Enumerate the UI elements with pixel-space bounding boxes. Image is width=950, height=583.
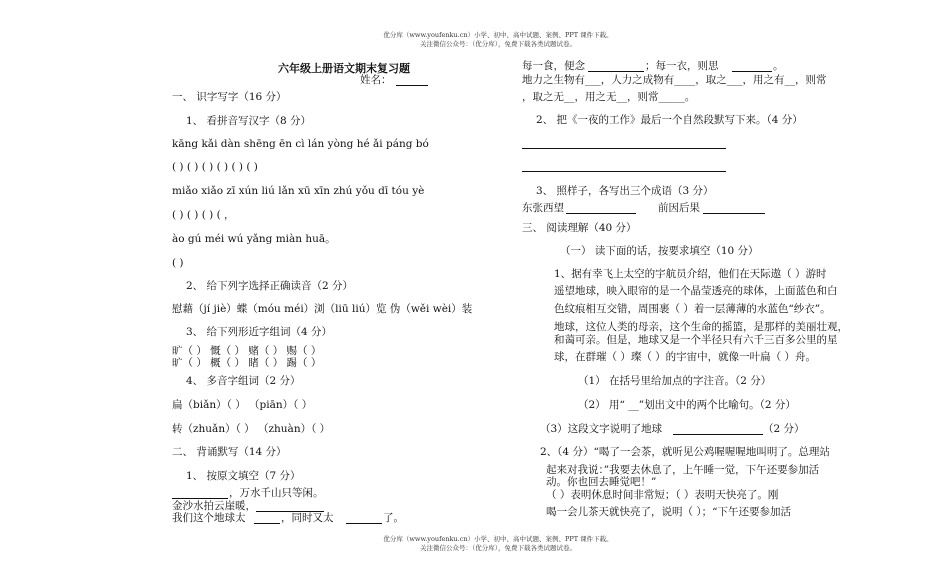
footer-line-1: 优分库（www.youfenku.cn）小学、初中、高中试题、案例、PPT 课件下载。 (383, 535, 613, 543)
section-1-heading: 一、 识字写字（16 分） (172, 91, 287, 103)
right-q2-heading: 2、 把《一夜的工作》最后一个自然段默写下来。（4 分） (536, 114, 803, 126)
poem-line-3: ，取之无__，用之无__，则常_____。 (522, 91, 696, 103)
passage-line-4: 地球，这位人类的母亲，这个生命的摇篮，是那样的美丽壮观， (554, 321, 848, 333)
q1-heading: 1、 看拼音写汉字（8 分） (186, 115, 312, 127)
q3-heading: 3、 给下列形近字组词（4 分） (186, 326, 333, 338)
blanks-row-3[interactable]: ( ) (172, 257, 184, 269)
sub-question-3-score: （2 分） (763, 423, 805, 435)
idiom-example-2: 前因后果 (658, 202, 700, 214)
passage-line-2: 遥望地球，映入眼帘的是一个晶莹透亮的球体，上面蓝色和白 (554, 285, 838, 297)
poem-line-1a: 每一食，便念 (522, 60, 585, 72)
q5-blank-4[interactable] (346, 523, 382, 524)
q5-blank-3[interactable] (254, 523, 280, 524)
right-q3-heading: 3、 照样子，各写出三个成语（3 分） (536, 185, 714, 197)
q4-row-2[interactable]: 转（zhuǎn）（ ） （zhuàn）（ ） (172, 423, 331, 435)
passage-line-6: 球，在群璀（ ）璨（ ）的宇宙中，就像一叶扁（ ）舟。 (554, 351, 817, 363)
page-title: 六年级上册语文期末复习题 (278, 62, 410, 75)
q3-row-1[interactable]: 旷（ ） 慨（ ） 赌（ ） 赐（ ） (172, 345, 322, 357)
idiom-blank-2[interactable] (703, 213, 765, 214)
q2-heading: 2、 给下列字选择正确读音（2 分） (186, 280, 354, 292)
sub-question-3: （3）这段文字说明了地球 (540, 423, 663, 435)
footer-line-2: 关注微信公众号：（优分库），免费下载各类试题试卷。 (420, 544, 576, 552)
reading-2-line-3: 动。你也回去睡觉吧！” (546, 476, 657, 488)
reading-1-heading: （一） 读下面的话，按要求填空（10 分） (560, 245, 759, 257)
sub-question-3-blank[interactable] (673, 434, 763, 435)
name-label: 姓名： (360, 74, 392, 86)
q4-row-1[interactable]: 扁（biǎn）（ ） （piān）（ ） (172, 399, 313, 411)
reading-2-line-5[interactable]: 喝一会儿茶天就快亮了，说明（ ）；“下午还要参加活 (546, 506, 791, 518)
q5-line-1: ，万水千山只等闲。 (229, 487, 324, 499)
section-2-heading: 二、 背诵默写（14 分） (172, 446, 287, 458)
pinyin-row-1: kāng kǎi dàn shēng ēn cì lán yòng hé ǎi páng bó (172, 138, 429, 150)
poem-line-1c: 。 (773, 60, 784, 72)
passage-line-3: 色纹痕相互交错，周围裹（ ）着一层薄薄的水蓝色“纱衣”。 (554, 303, 831, 315)
pinyin-row-3: ào gú méi wú yǎng miàn huā。 (172, 233, 336, 245)
poem-blank-2[interactable] (732, 71, 772, 72)
passage-line-5: 和蔼可亲。但是，地球又是一个半径只有六千三百多公里的星 (554, 334, 838, 346)
reading-2-line-1: 2、（4 分）“喝了一会茶，就听见公鸡喔喔喔地叫明了。总理站 (540, 446, 830, 458)
q5-line-3b: ，同时又太 (281, 512, 334, 524)
header-line-2: 关注微信公众号：（优分库），免费下载各类试题试卷。 (420, 40, 576, 48)
pinyin-row-2: miǎo xiǎo zī xún liú lǎn xū xīn zhú yǒu dī tóu yè (172, 185, 425, 197)
q5-line-3: 我们这个地球太 (172, 512, 246, 524)
blanks-row-2[interactable]: ( ) ( ) ( ) ( ， (172, 209, 235, 221)
q4-heading: 4、 多音字组词（2 分） (186, 375, 301, 387)
q5-line-2: 金沙水拍云崖暖， (172, 500, 256, 512)
sub-question-1: （1） 在括号里给加点的字注音。（2 分） (578, 375, 772, 387)
sub-question-2: （2） 用“ __”划出文中的两个比喻句。（2 分） (578, 399, 796, 411)
passage-line-1: 1、据有幸飞上太空的宇航员介绍，他们在天际遨（ ）游时 (554, 268, 827, 280)
q3-row-2[interactable]: 旷（ ） 概（ ） 睹（ ） 踢（ ） (172, 357, 322, 369)
idiom-blank-1[interactable] (566, 213, 636, 214)
q5-line-3c: 了。 (383, 512, 404, 524)
q5-heading: 1、 按原文填空（7 分） (186, 470, 301, 482)
name-blank[interactable] (396, 85, 428, 86)
section-3-heading: 三、 阅读理解（40 分） (522, 222, 637, 234)
reading-2-line-4[interactable]: （ ）表明休息时间非常短；（ ）表明天快亮了。刚 (546, 489, 779, 501)
answer-line-1[interactable] (522, 148, 726, 149)
blanks-row-1[interactable]: ( ) ( ) ( ) ( ) ( ) ( ) (172, 161, 258, 173)
reading-2-line-2: 起来对我说：”我要去休息了，上午睡一觉，下午还要参加活 (546, 464, 820, 476)
poem-line-2: 地力之生物有___，人力之成物有____，取之___，用之有__，则常 (522, 74, 827, 86)
idiom-example-1: 东张西望 (522, 202, 564, 214)
q5-blank-1[interactable] (172, 498, 228, 499)
poem-line-1b: ；每一衣，则思 (645, 60, 719, 72)
answer-line-2[interactable] (522, 171, 726, 172)
poem-blank-1[interactable] (588, 71, 644, 72)
header-line-1: 优分库（www.youfenku.cn）小学、初中、高中试题、案例、PPT 课件下载。 (383, 31, 613, 39)
q2-line[interactable]: 慰藉（jí jiè）蝶（móu méi）浏（liū liú）览 伪（wěi wèi）装 (172, 303, 473, 315)
